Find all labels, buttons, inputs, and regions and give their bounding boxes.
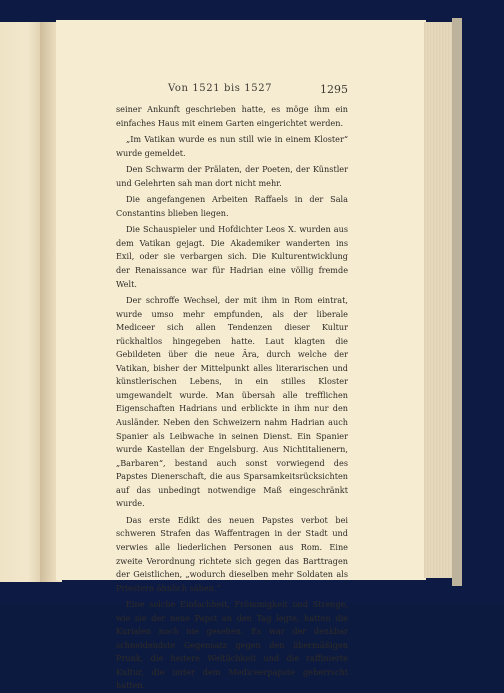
book-cover-edge	[452, 18, 462, 586]
body-text	[116, 103, 348, 693]
paragraph: Die angefangenen Arbeiten Raffaels in der Sala Constantins blieben liegen.	[116, 194, 348, 218]
paragraph: Die Schauspieler und Hofdichter Leos X. wurden aus dem Vatikan gejagt. Die Akademiker wanderten ins Exil, oder sie verbargen sich. Die Kulturentwicklung der Renaissance war für Hadrian eine völlig fremde Welt.	[116, 224, 348, 289]
paragraph: seiner Ankunft geschrieben hatte, es möge ihm ein einfaches Haus mit einem Garten eingerichtet werden.	[116, 104, 348, 128]
page-header	[116, 83, 348, 99]
page-edges	[424, 22, 454, 578]
paragraph: „Im Vatikan wurde es nun still wie in einem Kloster“ wurde gemeldet.	[116, 134, 348, 158]
paragraph: Der schroffe Wechsel, der mit ihm in Rom eintrat, wurde umso mehr empfunden, als der liberale Mediceer sich allen Tendenzen dieser Kultur rückhaltlos hingegeben hatte. Laut klagten die Gebildeten über die neue Ära, durch welche der Vatikan, bisher der Mittelpunkt alles literarischen und künstlerischen Lebens, in ein stilles Kloster umgewandelt wurde. Man übersah alle trefflichen Eigenschaften Hadrians und erblickte in ihm nur den Ausländer. Neben den Schweizern nahm Hadrian auch Spanier als Leibwache in seinen Dienst. Ein Spanier wurde Kastellan der Engelsburg. Aus Nichtitalienern, „Barbaren“, bestand auch sonst vorwiegend des Papstes Dienerschaft, die aus Sparsamkeitsrücksichten auf das unbedingt notwendige Maß eingeschränkt wurde.	[116, 295, 348, 509]
paragraph: Das erste Edikt des neuen Papstes verbot bei schweren Strafen das Waffentragen in der Stadt und verwies alle liederlichen Personen aus Rom. Eine zweite Verordnung richtete sich gegen das Barttragen der Geistlichen, „wodurch dieselben mehr Soldaten als Priestern ähnlich sähen.“	[116, 514, 348, 593]
paragraph: Den Schwarm der Prälaten, der Poeten, der Künstler und Gelehrten sah man dort nicht mehr.	[116, 164, 348, 188]
page-number: 1295	[320, 83, 348, 96]
running-head: Von 1521 bis 1527	[168, 83, 273, 94]
paragraph: Eine solche Einfachheit, Frömmigkeit und Strenge, wie sie der neue Papst an den Tag legte, hatten die Kurialen noch nie gesehen. Es war der denkbar schneidendste Gegensatz gegen den übermäßigen Prunk, die heitere Weltlichkeit und die raffinierte Kultur, die unter dem Mediceerpapste geherrscht hatten.	[116, 599, 348, 691]
